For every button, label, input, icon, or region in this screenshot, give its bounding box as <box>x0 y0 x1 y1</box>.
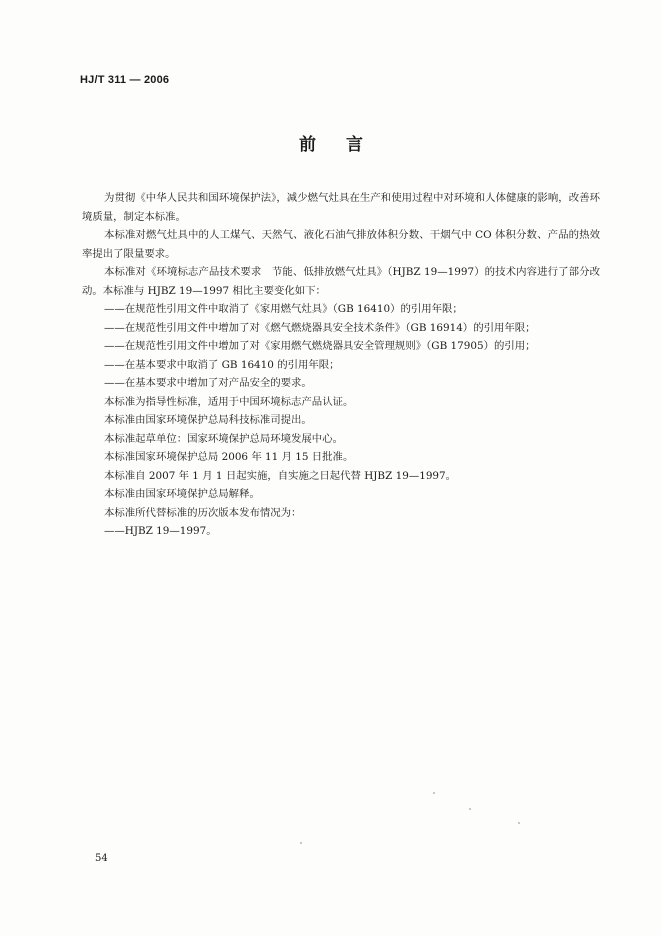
change-item: ——在规范性引用文件中增加了对《家用燃气燃烧器具安全管理规则》（GB 17905）的引用； <box>104 340 536 352</box>
document-id: HJ/T 311 — 2006 <box>80 74 170 86</box>
paragraph: 本标准由国家环境保护总局科技标准司提出。 <box>104 414 312 426</box>
speck <box>433 792 435 794</box>
paragraph: 本标准国家环境保护总局 2006 年 11 月 15 日批准。 <box>104 451 354 463</box>
speck <box>518 822 520 824</box>
speck <box>469 808 471 810</box>
paragraph: 本标准所代替标准的历次版本发布情况为： <box>104 506 302 519</box>
change-item: ——在基本要求中增加了对产品安全的要求。 <box>104 377 312 389</box>
page-number: 54 <box>95 853 108 864</box>
paragraph: 本标准为指导性标准，适用于中国环境标志产品认证。 <box>104 395 354 408</box>
change-item: ——在规范性引用文件中增加了对《燃气燃烧器具安全技术条件》（GB 16914）的引用年限； <box>104 321 536 334</box>
section-title: 前言 <box>299 135 393 155</box>
foreword-body <box>82 189 600 541</box>
paragraph: 为贯彻《中华人民共和国环境保护法》，减少燃气灶具在生产和使用过程中对环境和人体健康的影响，改善环境质量，制定本标准。 <box>82 192 600 223</box>
paragraph: 本标准由国家环境保护总局解释。 <box>104 488 260 500</box>
paragraph: 本标准自 2007 年 1 月 1 日起实施，自实施之日起代替 HJBZ 19—1997。 <box>104 469 457 482</box>
paragraph: 本标准对燃气灶具中的人工煤气、天然气、液化石油气排放体积分数、干烟气中 CO 体积分数、产品的热效率提出了限量要求。 <box>82 229 600 260</box>
speck <box>300 842 302 844</box>
change-item: ——在基本要求中取消了 GB 16410 的引用年限； <box>104 358 340 371</box>
change-item: ——在规范性引用文件中取消了《家用燃气灶具》（GB 16410）的引用年限； <box>104 303 463 315</box>
previous-version-item: ——HJBZ 19—1997。 <box>104 525 217 537</box>
paragraph: 本标准对《环境标志产品技术要求 节能、低排放燃气灶具》（HJBZ 19—1997）的技术内容进行了部分改动。本标准与 HJBZ 19—1997 相比主要变化如下： <box>82 266 600 297</box>
paragraph: 本标准起草单位：国家环境保护总局环境发展中心。 <box>104 432 343 445</box>
